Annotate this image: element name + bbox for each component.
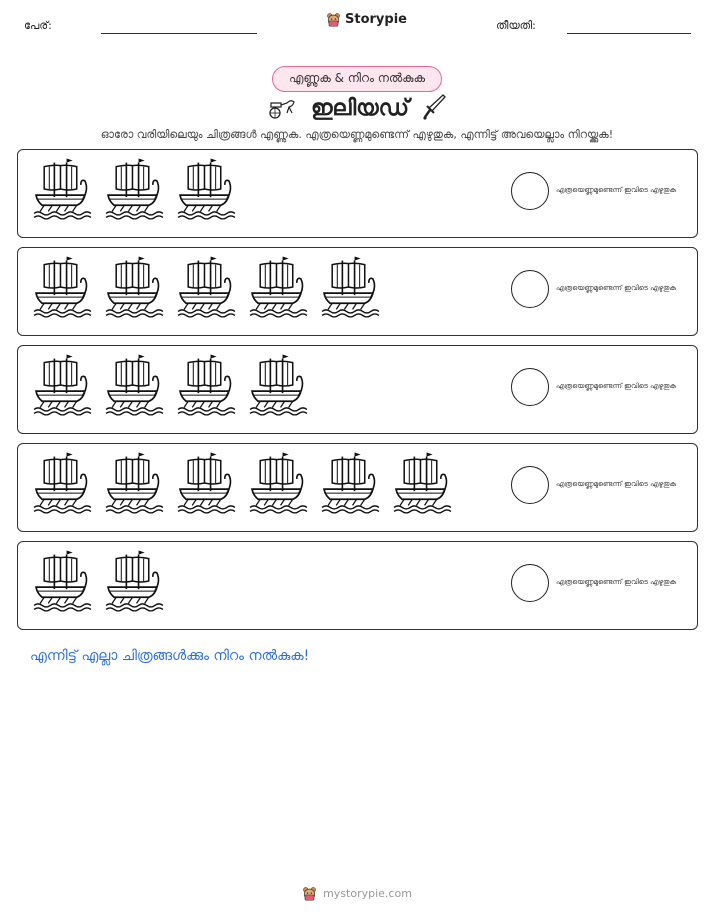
answer-hint: എത്രയെണ്ണമുണ്ടെന്ന് ഇവിടെ എഴുതുക xyxy=(556,578,677,586)
footer-site-url: mystorypie.com xyxy=(323,887,412,900)
ship-icon[interactable] xyxy=(32,550,93,612)
ship-icon[interactable] xyxy=(104,158,165,220)
ship-icon[interactable] xyxy=(32,452,93,514)
ship-icon[interactable] xyxy=(176,158,237,220)
bear-mascot-icon xyxy=(326,12,341,27)
count-row-4 xyxy=(17,443,698,532)
ship-icon[interactable] xyxy=(176,452,237,514)
ship-group xyxy=(32,452,453,514)
answer-hint: എത്രയെണ്ണമുണ്ടെന്ന് ഇവിടെ എഴുതുക xyxy=(556,480,677,488)
ship-icon[interactable] xyxy=(104,354,165,416)
ship-group xyxy=(32,256,381,318)
ship-icon[interactable] xyxy=(104,452,165,514)
date-write-line xyxy=(567,33,691,34)
name-label: പേര്: xyxy=(24,19,52,32)
count-row-5 xyxy=(17,541,698,630)
ship-icon[interactable] xyxy=(320,452,381,514)
answer-hint: എത്രയെണ്ണമുണ്ടെന്ന് ഇവിടെ എഴുതുക xyxy=(556,284,677,292)
ship-group xyxy=(32,158,237,220)
title-row xyxy=(0,92,714,124)
ship-icon[interactable] xyxy=(176,256,237,318)
ship-icon[interactable] xyxy=(248,354,309,416)
count-row-1 xyxy=(17,149,698,238)
count-row-2 xyxy=(17,247,698,336)
answer-circle[interactable] xyxy=(511,270,549,308)
date-label: തീയതി: xyxy=(496,19,536,32)
ship-icon[interactable] xyxy=(176,354,237,416)
ship-icon[interactable] xyxy=(248,256,309,318)
answer-circle[interactable] xyxy=(511,172,549,210)
name-write-line xyxy=(101,33,257,34)
activity-type-pill: എണ്ണുക & നിറം നൽകുക xyxy=(272,66,442,92)
ship-icon[interactable] xyxy=(392,452,453,514)
answer-circle[interactable] xyxy=(511,466,549,504)
answer-circle[interactable] xyxy=(511,564,549,602)
ship-group xyxy=(32,354,309,416)
brand-name: Storypie xyxy=(345,12,407,27)
answer-circle[interactable] xyxy=(511,368,549,406)
ship-group xyxy=(32,550,165,612)
worksheet-header xyxy=(0,0,714,48)
ship-icon[interactable] xyxy=(320,256,381,318)
ship-icon[interactable] xyxy=(32,256,93,318)
ship-icon[interactable] xyxy=(32,354,93,416)
ship-icon[interactable] xyxy=(104,256,165,318)
footer-coloring-message: എന്നിട്ട് എല്ലാ ചിത്രങ്ങൾക്കും നിറം നൽകുക! xyxy=(30,648,310,664)
chariot-icon xyxy=(267,97,297,119)
footer-website xyxy=(0,886,714,901)
instruction-text: ഓരോ വരിയിലെയും ചിത്രങ്ങൾ എണ്ണുക. എത്രയെണ്ണമുണ്ടെന്ന് എഴുതുക, എന്നിട്ട് അവയെല്ലാം നിറയ്ക്കുക! xyxy=(100,128,614,141)
sword-icon xyxy=(423,93,447,123)
brand-logo xyxy=(326,12,407,27)
bear-mascot-icon xyxy=(302,886,317,901)
ship-icon[interactable] xyxy=(32,158,93,220)
ship-icon[interactable] xyxy=(248,452,309,514)
answer-hint: എത്രയെണ്ണമുണ്ടെന്ന് ഇവിടെ എഴുതുക xyxy=(556,382,677,390)
ship-icon[interactable] xyxy=(104,550,165,612)
answer-hint: എത്രയെണ്ണമുണ്ടെന്ന് ഇവിടെ എഴുതുക xyxy=(556,186,677,194)
count-row-3 xyxy=(17,345,698,434)
page-title: ഇലിയഡ് xyxy=(310,95,410,121)
